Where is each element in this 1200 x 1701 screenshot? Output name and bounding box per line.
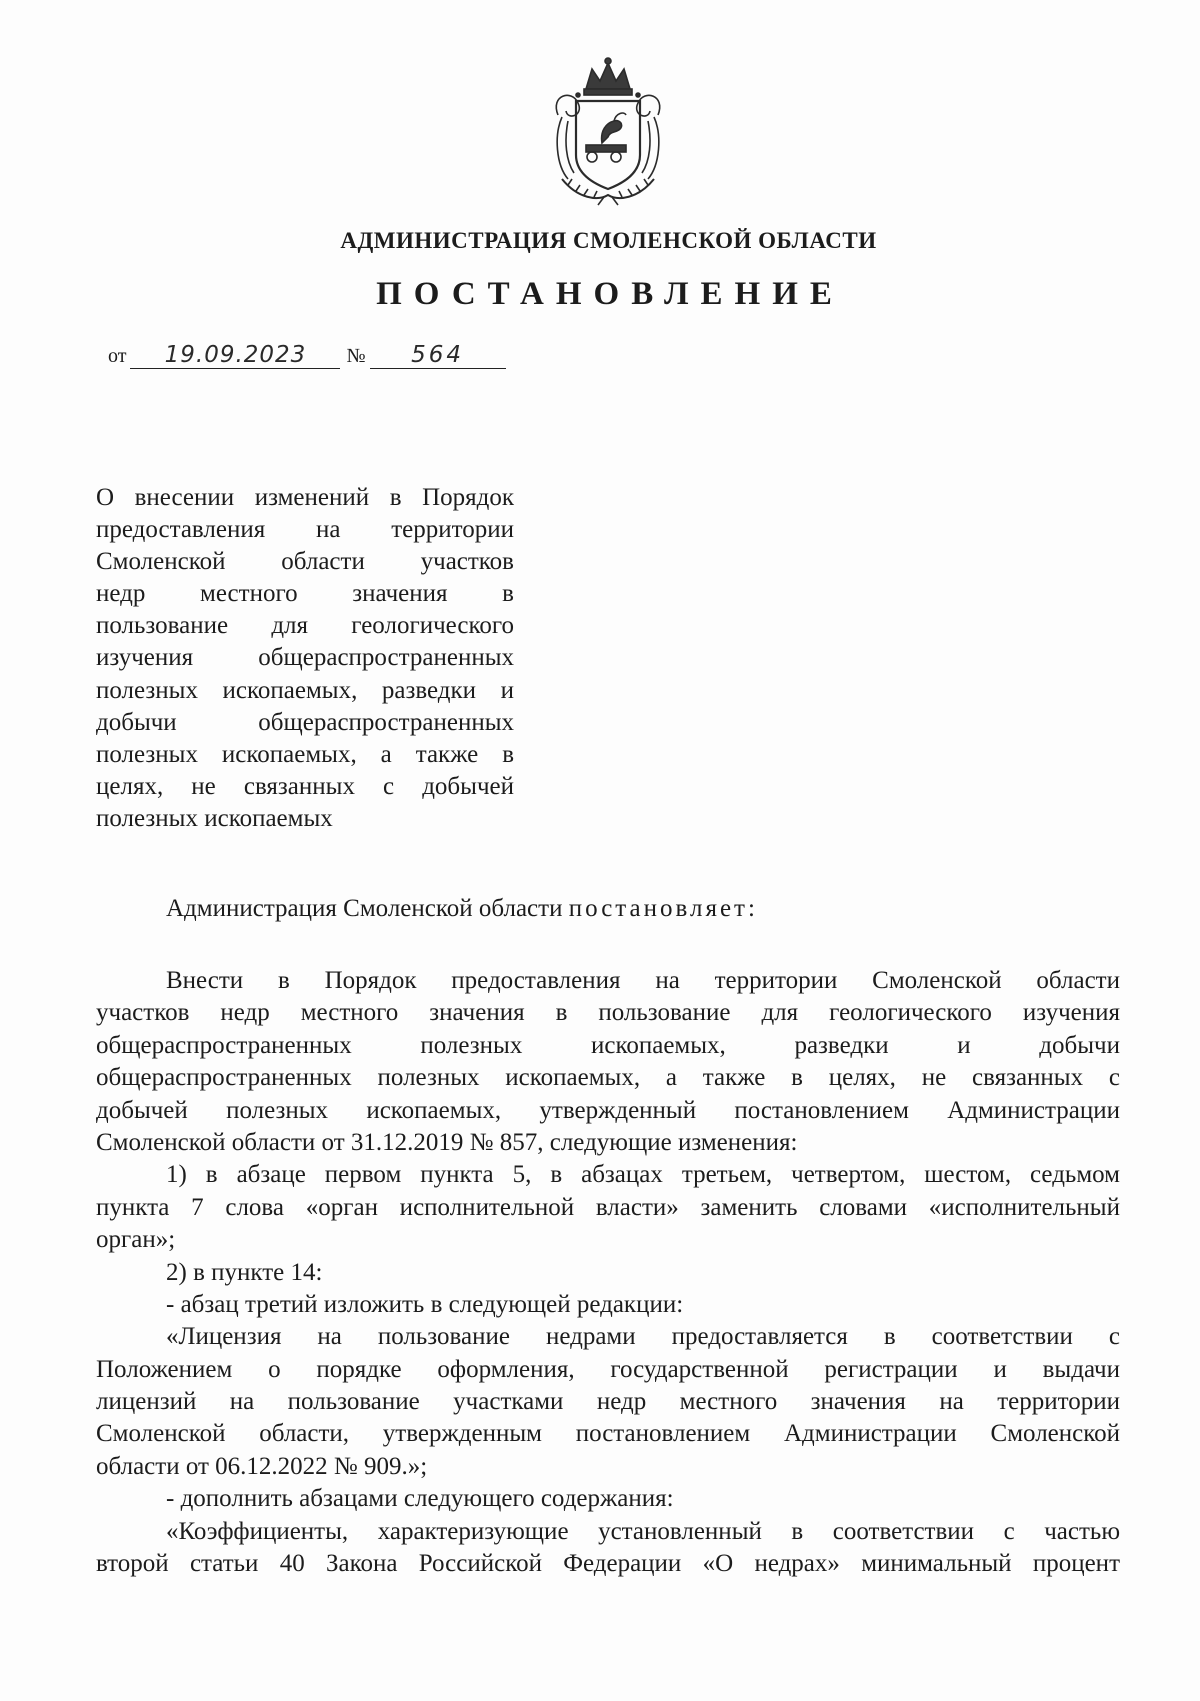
- registration-line: [108, 342, 506, 369]
- body-line: Положением о порядке оформления, государственной регистрации и выдачи: [96, 1355, 1120, 1383]
- body-line: Смоленской области от 31.12.2019 № 857, следующие изменения:: [96, 1128, 798, 1156]
- body-line: участков недр местного значения в пользование для геологического изучения: [96, 999, 1120, 1027]
- title-line: полезных ископаемых, а также в: [96, 740, 514, 768]
- body-line: - дополнить абзацами следующего содержания:: [166, 1485, 674, 1513]
- title-line: полезных ископаемых, разведки и: [96, 676, 514, 704]
- body-line: Смоленской области, утвержденным постановлением Администрации Смоленской: [96, 1420, 1120, 1448]
- body-line: общераспространенных полезных ископаемых, а также в целях, не связанных с: [96, 1064, 1120, 1092]
- body-line: добычей полезных ископаемых, утвержденный постановлением Администрации: [96, 1096, 1120, 1124]
- title-line: О внесении изменений в Порядок: [96, 484, 514, 511]
- body-line: 2) в пункте 14:: [166, 1258, 323, 1286]
- document-type: ПОСТАНОВЛЕНИЕ: [376, 276, 844, 312]
- body-line: 1) в абзаце первом пункта 5, в абзацах третьем, четвертом, шестом, седьмом: [166, 1161, 1120, 1189]
- title-line: недр местного значения в: [96, 580, 514, 608]
- title-line: Смоленской области участков: [96, 548, 514, 576]
- document-body: [96, 965, 1120, 1580]
- number-label: №: [346, 345, 366, 367]
- title-line: предоставления на территории: [96, 516, 514, 544]
- organization-name: АДМИНИСТРАЦИЯ СМОЛЕНСКОЙ ОБЛАСТИ: [340, 228, 877, 253]
- body-line: «Лицензия на пользование недрами предоставляется в соответствии с: [166, 1323, 1120, 1351]
- body-line: Внести в Порядок предоставления на территории Смоленской области: [166, 967, 1120, 994]
- title-line: целях, не связанных с добычей: [96, 772, 514, 800]
- body-line: - абзац третий изложить в следующей редакции:: [166, 1290, 684, 1318]
- title-line: добычи общераспространенных: [96, 708, 514, 736]
- body-line: орган»;: [96, 1226, 176, 1254]
- resolves-verb: постановляет:: [568, 895, 758, 922]
- title-line: пользование для геологического: [96, 612, 514, 640]
- body-line: второй статьи 40 Закона Российской Федерации «О недрах» минимальный процент: [96, 1550, 1120, 1578]
- resolves-subject: Администрация Смоленской области: [166, 895, 563, 922]
- title-line: изучения общераспространенных: [96, 644, 514, 672]
- body-line: лицензий на пользование участками недр местного значения на территории: [96, 1388, 1120, 1416]
- date-label: от: [108, 345, 127, 367]
- title-line: полезных ископаемых: [96, 804, 333, 832]
- number-value: 564: [370, 342, 506, 369]
- smolensk-coat-of-arms-icon: [548, 55, 668, 207]
- body-line: «Коэффициенты, характеризующие установленный в соответствии с частью: [166, 1517, 1120, 1545]
- body-line: пункта 7 слова «орган исполнительной власти» заменить словами «исполнительный: [96, 1193, 1120, 1221]
- body-line: общераспространенных полезных ископаемых, разведки и добычи: [96, 1031, 1120, 1059]
- document-title: [96, 482, 514, 835]
- body-line: области от 06.12.2022 № 909.»;: [96, 1452, 428, 1480]
- resolves-statement: [166, 895, 758, 923]
- date-value: 19.09.2023: [130, 342, 340, 369]
